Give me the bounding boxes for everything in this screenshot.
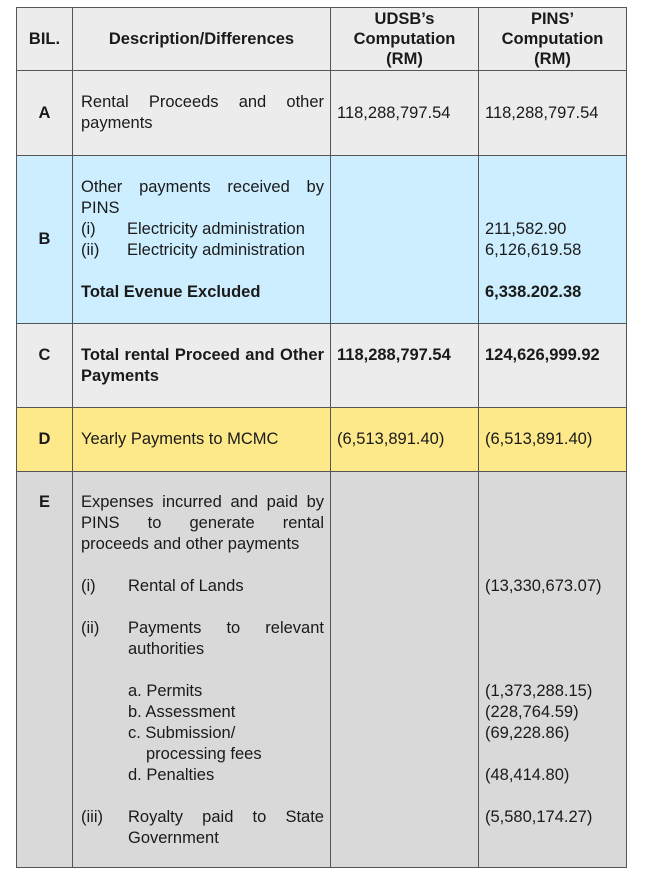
row-e-ii-d-pins: (48,414.80) bbox=[485, 766, 570, 784]
header-pins-line2: Computation bbox=[501, 30, 604, 48]
row-c bbox=[17, 324, 627, 408]
header-bil: BIL. bbox=[17, 8, 73, 71]
row-e-description: Expenses incurred and paid by PINS to generate rental proceeds and other payments bbox=[81, 493, 324, 553]
row-e-item-iii-pins: (5,580,174.27) bbox=[485, 808, 593, 826]
row-a-udsb: 118,288,797.54 bbox=[331, 71, 479, 156]
row-e bbox=[17, 472, 627, 868]
row-a bbox=[17, 71, 627, 156]
row-e-item-i-num: (i) bbox=[81, 577, 96, 595]
row-a-description: Rental Proceeds and other payments bbox=[73, 71, 331, 156]
row-d-bil: D bbox=[17, 408, 73, 472]
row-b-item-1-pins: 211,582.90 bbox=[485, 220, 567, 238]
row-a-pins: 118,288,797.54 bbox=[479, 71, 627, 156]
row-e-item-i-pins: (13,330,673.07) bbox=[485, 577, 602, 595]
row-b-item-2-text: Electricity administration bbox=[127, 241, 305, 259]
row-e-item-iii-text: Royalty paid to State Government bbox=[128, 808, 324, 847]
row-e-ii-b-pins: (228,764.59) bbox=[485, 703, 579, 721]
row-e-item-ii-text: Payments to relevant authorities bbox=[128, 619, 324, 658]
row-e-item-i bbox=[81, 576, 324, 597]
row-b-item-2-pins: 6,126,619.58 bbox=[485, 241, 582, 259]
row-e-item-i-text: Rental of Lands bbox=[128, 577, 244, 595]
row-b-item-1 bbox=[81, 219, 324, 240]
row-e-ii-list bbox=[81, 681, 324, 786]
row-e-item-ii bbox=[81, 618, 324, 660]
row-b-description-cell bbox=[73, 156, 331, 324]
row-b-bil: B bbox=[17, 156, 73, 324]
row-c-description: Total rental Proceed and Other Payments bbox=[73, 324, 331, 408]
row-c-pins: 124,626,999.92 bbox=[479, 324, 627, 408]
row-b-udsb bbox=[331, 156, 479, 324]
computation-table bbox=[16, 7, 627, 868]
header-udsb-line1: UDSB’s bbox=[374, 10, 435, 28]
row-e-ii-c-label1: c. Submission/ bbox=[128, 724, 236, 742]
header-pins bbox=[479, 8, 627, 71]
row-e-pins-cell bbox=[479, 472, 627, 868]
header-row bbox=[17, 8, 627, 71]
row-c-bil: C bbox=[17, 324, 73, 408]
row-b bbox=[17, 156, 627, 324]
row-b-item-2 bbox=[81, 240, 324, 261]
row-b-item-1-text: Electricity administration bbox=[127, 220, 305, 238]
row-e-ii-a-pins: (1,373,288.15) bbox=[485, 682, 593, 700]
header-udsb bbox=[331, 8, 479, 71]
row-b-item-1-num: (i) bbox=[81, 220, 96, 238]
header-udsb-line3: (RM) bbox=[386, 50, 423, 68]
header-pins-line3: (RM) bbox=[534, 50, 571, 68]
row-b-total-label: Total Evenue Excluded bbox=[81, 283, 261, 301]
row-e-item-ii-num: (ii) bbox=[81, 619, 100, 637]
row-b-item-2-num: (ii) bbox=[81, 241, 100, 259]
row-e-ii-d-label: d. Penalties bbox=[128, 766, 215, 784]
row-e-ii-a-label: a. Permits bbox=[128, 682, 203, 700]
row-e-item-iii bbox=[81, 807, 324, 849]
row-e-item-iii-num: (iii) bbox=[81, 808, 103, 826]
row-e-description-cell bbox=[73, 472, 331, 868]
row-b-description: Other payments received by PINS bbox=[81, 178, 324, 217]
row-e-ii-b-label: b. Assessment bbox=[128, 703, 236, 721]
row-a-bil: A bbox=[17, 71, 73, 156]
header-pins-line1: PINS’ bbox=[530, 10, 575, 28]
row-e-udsb bbox=[331, 472, 479, 868]
row-d-pins: (6,513,891.40) bbox=[479, 408, 627, 472]
header-udsb-line2: Computation bbox=[353, 30, 456, 48]
row-d-udsb: (6,513,891.40) bbox=[331, 408, 479, 472]
row-b-pins-cell bbox=[479, 156, 627, 324]
header-description: Description/Differences bbox=[73, 8, 331, 71]
row-c-udsb: 118,288,797.54 bbox=[331, 324, 479, 408]
row-d-description: Yearly Payments to MCMC bbox=[73, 408, 331, 472]
row-d bbox=[17, 408, 627, 472]
row-e-bil: E bbox=[17, 472, 73, 868]
row-e-ii-c-label2: processing fees bbox=[146, 745, 262, 763]
row-b-total-pins: 6,338.202.38 bbox=[485, 283, 582, 301]
row-e-ii-c-pins: (69,228.86) bbox=[485, 724, 570, 742]
